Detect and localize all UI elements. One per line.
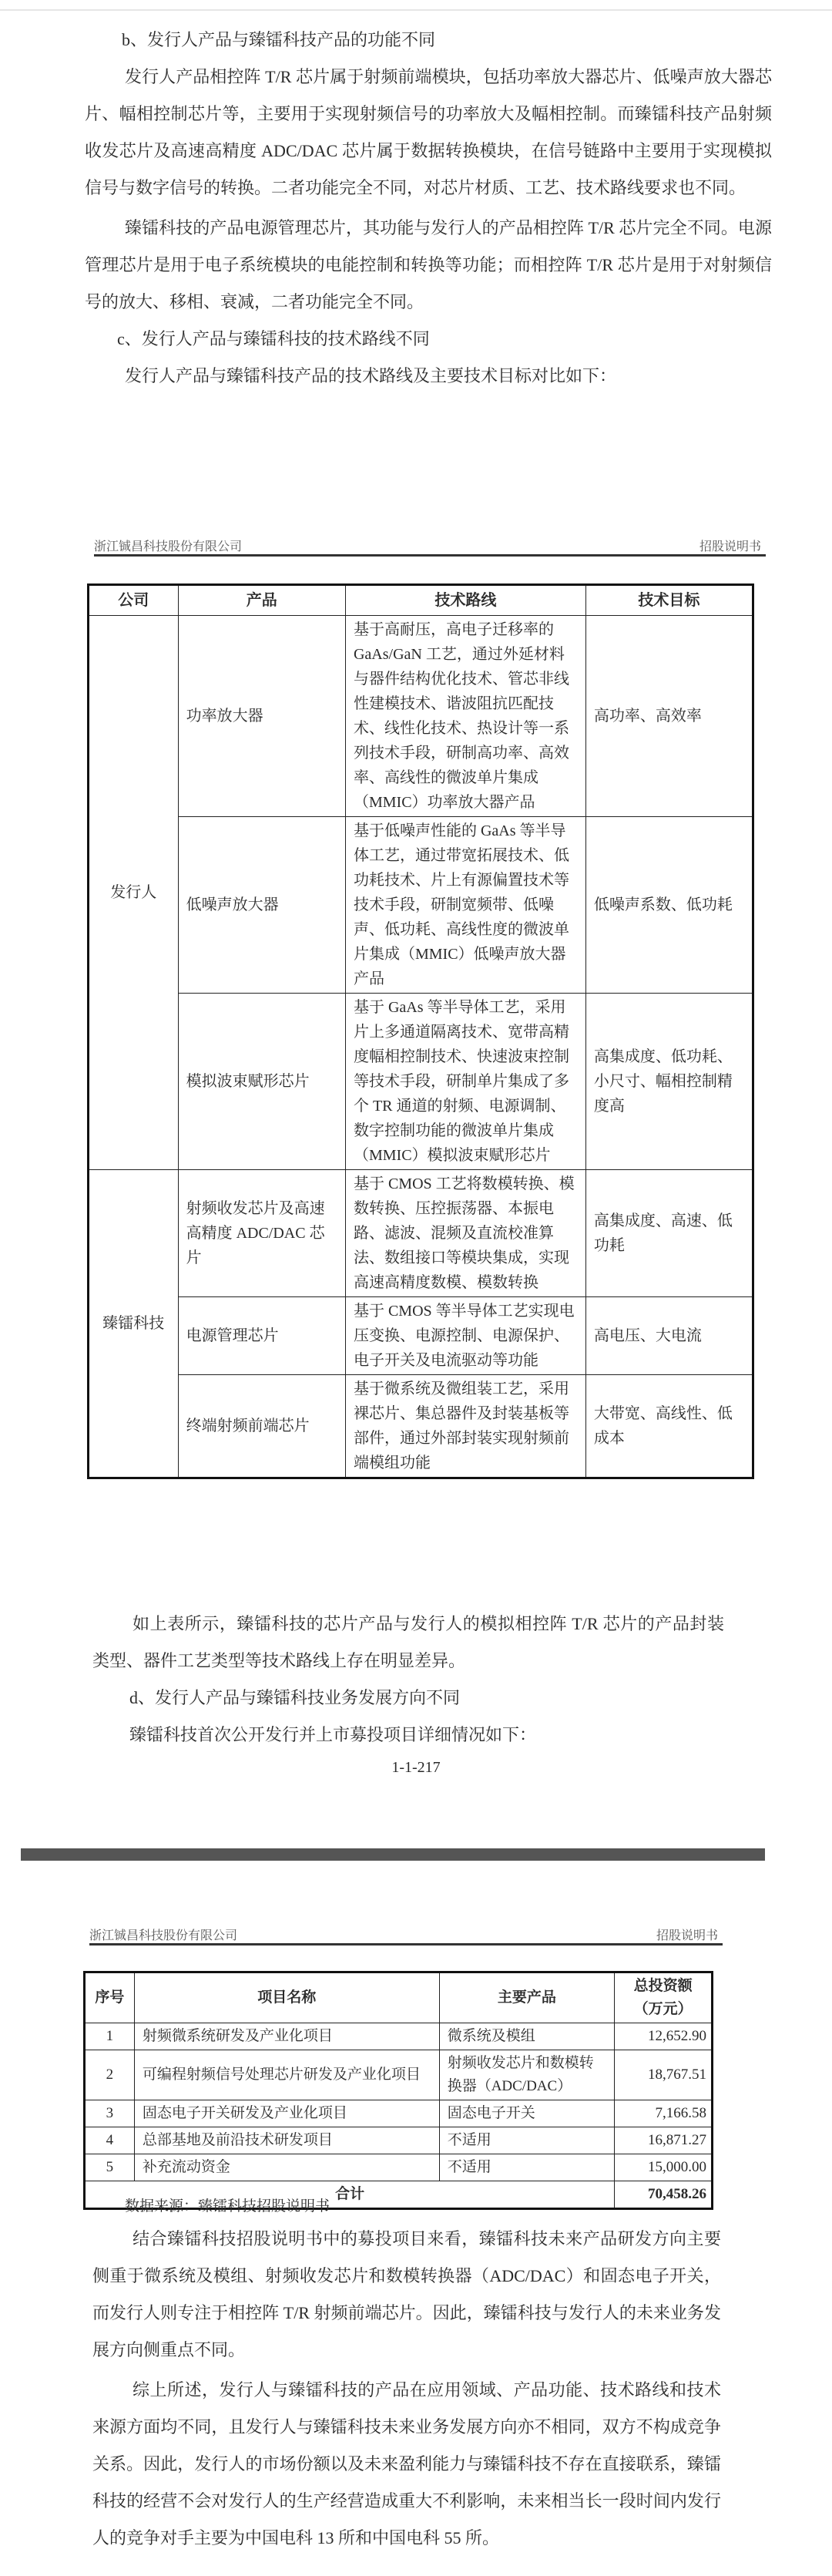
amount-cell: 16,871.27 <box>615 2127 713 2154</box>
page1-text <box>85 22 772 395</box>
amount-cell: 12,652.90 <box>615 2023 713 2050</box>
page1-after-text <box>92 1606 724 1754</box>
name-cell: 总部基地及前沿技术研发项目 <box>134 2127 439 2154</box>
name-cell: 固态电子开关研发及产业化项目 <box>134 2100 439 2127</box>
paragraph-c: 发行人产品与臻镭科技产品的技术路线及主要技术目标对比如下： <box>125 366 617 385</box>
amount-cell: 7,166.58 <box>615 2100 713 2127</box>
no-cell: 3 <box>85 2100 135 2127</box>
company-cell: 臻镭科技 <box>89 1170 179 1478</box>
goal-cell: 高集成度、低功耗、小尺寸、幅相控制精度高 <box>585 994 753 1170</box>
column-header: 项目名称 <box>134 1972 439 2023</box>
product-cell: 模拟波束赋形芯片 <box>178 994 345 1170</box>
column-header: 主要产品 <box>439 1972 614 2023</box>
column-header: 公司 <box>89 585 179 616</box>
product-cell: 射频收发芯片及高速高精度 ADC/DAC 芯片 <box>178 1170 345 1297</box>
no-cell: 1 <box>85 2023 135 2050</box>
table-row <box>89 1375 753 1478</box>
product-cell: 固态电子开关 <box>439 2100 614 2127</box>
column-header: 技术路线 <box>345 585 585 616</box>
column-header: 产品 <box>178 585 345 616</box>
product-cell: 不适用 <box>439 2127 614 2154</box>
top-divider <box>0 9 832 11</box>
route-cell: 基于微系统及微组装工艺，采用裸芯片、集总器件及封装基板等部件，通过外部封装实现射频前端模组功能 <box>345 1375 585 1478</box>
route-cell: 基于 CMOS 等半导体工艺实现电压变换、电源控制、电源保护、电子开关及电流驱动等功能 <box>345 1297 585 1375</box>
page-header <box>89 1925 723 1945</box>
table-row <box>85 2100 713 2127</box>
column-header: 总投资额（万元） <box>615 1972 713 2023</box>
page2-text <box>92 2193 721 2557</box>
column-header: 技术目标 <box>585 585 753 616</box>
product-cell: 不适用 <box>439 2154 614 2181</box>
table-row <box>85 2154 713 2181</box>
goal-cell: 高电压、大电流 <box>585 1297 753 1375</box>
product-cell: 射频收发芯片和数模转换器（ADC/DAC） <box>439 2050 614 2100</box>
table-row <box>89 1170 753 1297</box>
data-source: 数据来源：臻镭科技招股说明书 <box>125 2198 330 2214</box>
table-header-row <box>85 1972 713 2023</box>
ipo-projects-table <box>83 1971 713 2210</box>
paragraph-b2: 臻镭科技的产品电源管理芯片，其功能与发行人的产品相控阵 T/R 芯片完全不同。电源管理芯片是用于电子系统模块的电能控制和转换等功能；而相控阵 T/R 芯片是用于对射频信号的放大、移相、衰减，二者功能完全不同。 <box>85 218 772 311</box>
product-cell: 终端射频前端芯片 <box>178 1375 345 1478</box>
paragraph-conclusion-1: 结合臻镭科技招股说明书中的募投项目来看，臻镭科技未来产品研发方向主要侧重于微系统及模组、射频收发芯片和数模转换器（ADC/DAC）和固态电子开关，而发行人则专注于相控阵 T/R 射频前端芯片。因此，臻镭科技与发行人的未来业务发展方向侧重点不同。 <box>92 2229 721 2359</box>
table-row <box>85 2023 713 2050</box>
table-row <box>85 2127 713 2154</box>
paragraph-d: 臻镭科技首次公开发行并上市募投项目详细情况如下： <box>129 1725 537 1744</box>
table-row <box>89 1297 753 1375</box>
goal-cell: 高集成度、高速、低功耗 <box>585 1170 753 1297</box>
heading-c: c、发行人产品与臻镭科技的技术路线不同 <box>117 329 430 348</box>
no-cell: 4 <box>85 2127 135 2154</box>
table-row <box>85 2050 713 2100</box>
route-cell: 基于 CMOS 工艺将数模转换、模数转换、压控振荡器、本振电路、滤波、混频及直流校准算法、数组接口等模块集成，实现高速高精度数模、模数转换 <box>345 1170 585 1297</box>
goal-cell: 大带宽、高线性、低成本 <box>585 1375 753 1478</box>
amount-cell: 18,767.51 <box>615 2050 713 2100</box>
heading-d: d、发行人产品与臻镭科技业务发展方向不同 <box>129 1688 461 1707</box>
goal-cell: 低噪声系数、低功耗 <box>585 817 753 994</box>
goal-cell: 高功率、高效率 <box>585 616 753 817</box>
product-cell: 低噪声放大器 <box>178 817 345 994</box>
page-break <box>21 1848 765 1861</box>
column-header: 序号 <box>85 1972 135 2023</box>
header-doc: 招股说明书 <box>656 1929 718 1942</box>
page-number: 1-1-217 <box>391 1759 441 1776</box>
company-cell: 发行人 <box>89 616 179 1170</box>
route-cell: 基于高耐压，高电子迁移率的 GaAs/GaN 工艺，通过外延材料与器件结构优化技术、管芯非线性建模技术、谐波阻抗匹配技术、线性化技术、热设计等一系列技术手段，研制高功率、高效率、高线性的微波单片集成（MMIC）功率放大器产品 <box>345 616 585 817</box>
amount-cell: 15,000.00 <box>615 2154 713 2181</box>
header-company: 浙江铖昌科技股份有限公司 <box>94 540 243 553</box>
product-cell: 电源管理芯片 <box>178 1297 345 1375</box>
heading-b: b、发行人产品与臻镭科技产品的功能不同 <box>122 30 436 49</box>
product-cell: 微系统及模组 <box>439 2023 614 2050</box>
name-cell: 可编程射频信号处理芯片研发及产业化项目 <box>134 2050 439 2100</box>
table-row <box>89 616 753 817</box>
name-cell: 射频微系统研发及产业化项目 <box>134 2023 439 2050</box>
no-cell: 5 <box>85 2154 135 2181</box>
route-cell: 基于 GaAs 等半导体工艺，采用片上多通道隔离技术、宽带高精度幅相控制技术、快速波束控制等技术手段，研制单片集成了多个 TR 通道的射频、电源调制、数字控制功能的微波单片集成（MMIC）模拟波束赋形芯片 <box>345 994 585 1170</box>
header-doc: 招股说明书 <box>699 540 761 553</box>
table-row <box>89 817 753 994</box>
total-label: 合计 <box>85 2181 615 2209</box>
table-row <box>89 994 753 1170</box>
total-amount: 70,458.26 <box>615 2181 713 2209</box>
tech-route-table <box>87 583 754 1479</box>
paragraph-b1: 发行人产品相控阵 T/R 芯片属于射频前端模块，包括功率放大器芯片、低噪声放大器芯片、幅相控制芯片等，主要用于实现射频信号的功率放大及幅相控制。而臻镭科技产品射频收发芯片及高速高精度 ADC/DAC 芯片属于数据转换模块，在信号链路中主要用于实现模拟信号与数字信号的转换。二者功能完全不同，对芯片材质、工艺、技术路线要求也不同。 <box>85 67 772 197</box>
route-cell: 基于低噪声性能的 GaAs 等半导体工艺，通过带宽拓展技术、低功耗技术、片上有源偏置技术等技术手段，研制宽频带、低噪声、低功耗、高线性度的微波单片集成（MMIC）低噪声放大器产品 <box>345 817 585 994</box>
table-header-row <box>89 585 753 616</box>
paragraph-conclusion-2: 综上所述，发行人与臻镭科技的产品在应用领域、产品功能、技术路线和技术来源方面均不同，且发行人与臻镭科技未来业务发展方向亦不相同，双方不构成竞争关系。因此，发行人的市场份额以及未来盈利能力与臻镭科技不存在直接联系，臻镭科技的经营不会对发行人的生产经营造成重大不利影响，未来相当长一段时间内发行人的竞争对手主要为中国电科 13 所和中国电科 55 所。 <box>92 2380 721 2547</box>
page-header <box>94 536 766 557</box>
paragraph-after-table: 如上表所示，臻镭科技的芯片产品与发行人的模拟相控阵 T/R 芯片的产品封装类型、器件工艺类型等技术路线上存在明显差异。 <box>92 1614 724 1670</box>
product-cell: 功率放大器 <box>178 616 345 817</box>
no-cell: 2 <box>85 2050 135 2100</box>
name-cell: 补充流动资金 <box>134 2154 439 2181</box>
header-company: 浙江铖昌科技股份有限公司 <box>89 1929 238 1942</box>
